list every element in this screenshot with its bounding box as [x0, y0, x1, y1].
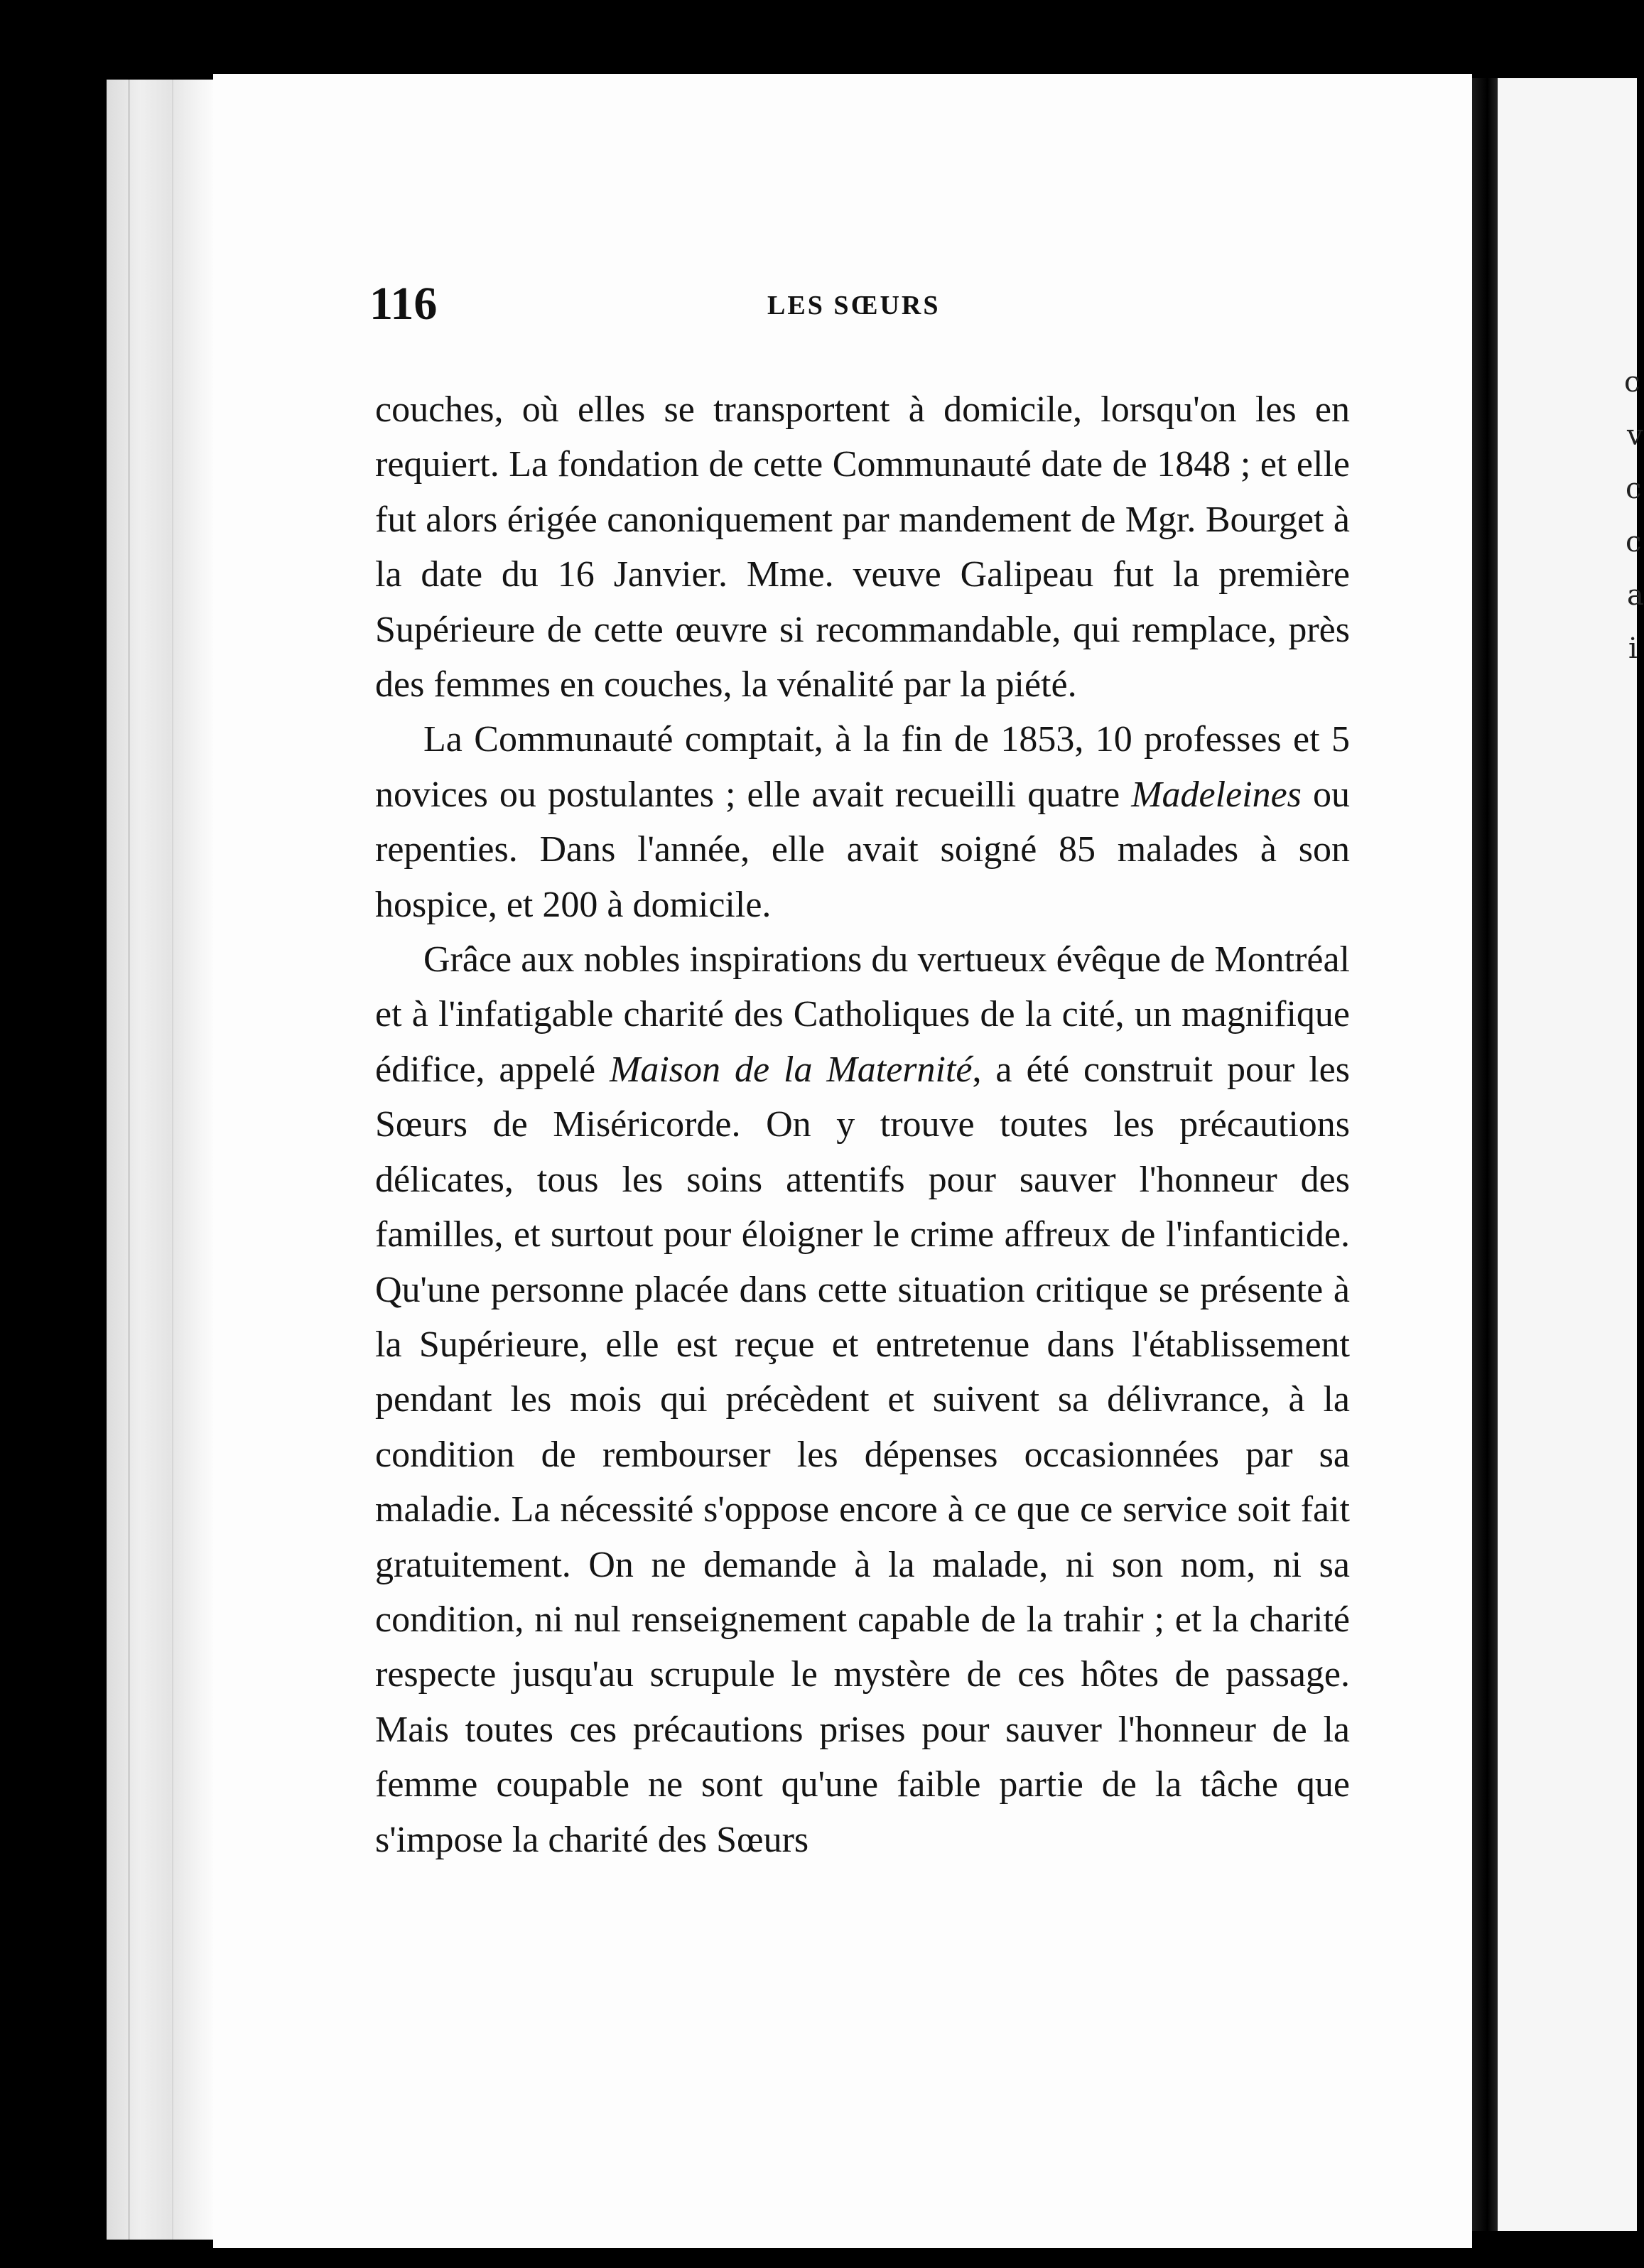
- book-gutter: [1472, 78, 1498, 2231]
- facing-page-letter: c: [1626, 472, 1642, 505]
- facing-page-letter: c: [1624, 366, 1640, 399]
- facing-page-letter: c: [1626, 526, 1642, 558]
- running-head: LES SŒURS: [767, 291, 941, 320]
- page-header: [369, 277, 1364, 334]
- facing-page-letter: i: [1628, 632, 1638, 665]
- body-text: [375, 382, 1350, 1867]
- facing-page-letter: v: [1627, 419, 1643, 452]
- paragraph-2-italic: Madeleines: [1131, 774, 1302, 815]
- facing-page-letter: a: [1627, 579, 1644, 612]
- facing-page-fragment: [1498, 78, 1644, 2231]
- paragraph-2-text-a: La Communauté comptait, à la fin de 1853, 10 professes et 5 novices ou postulantes ; elle avait recueilli quatre: [375, 719, 1350, 815]
- book-page-edges: [107, 80, 220, 2240]
- paragraph-1: couches, où elles se transportent à domicile, lorsqu'on les en requiert. La fondation de cette Communauté date de 1848 ; et elle fut alors érigée canoniquement par mandement de Mgr. Bourget à la date du 16 Janvier. Mme. veuve Galipeau fut la première Supérieure de cette œuvre si recommandable, qui remplace, près des femmes en couches, la vénalité par la piété.: [375, 389, 1350, 706]
- page-number: 116: [369, 278, 438, 330]
- paragraph-2-text-b: ou repenties. Dans l'année, elle avait soigné 85 malades à son hospice, et 200 à domicile.: [375, 774, 1350, 925]
- paragraph-3: [375, 932, 1350, 1867]
- paragraph-3-italic: Maison de la Maternité: [610, 1049, 973, 1090]
- paragraph-2: [375, 712, 1350, 932]
- paragraph-3-text-a: Grâce aux nobles inspirations du vertueux évêque de Montréal et à l'infatigable charité des Catholiques de la cité, un magnifique édifice, appelé: [375, 939, 1350, 1090]
- paragraph-3-text-b: , a été construit pour les Sœurs de Miséricorde. On y trouve toutes les précautions délicates, tous les soins attentifs pour sauver l'honneur des familles, et surtout pour éloigner le crime affreux de l'infanticide. Qu'une personne placée dans cette situation critique se présente à la Supérieure, elle est reçue et entretenue dans l'établissement pendant les mois qui précèdent et suivent sa délivrance, à la condition de rembourser les dépenses occasionnées par sa maladie. La nécessité s'oppose encore à ce que ce service soit fait gratuitement. On ne demande à la malade, ni son nom, ni sa condition, ni nul renseignement capable de la trahir ; et la charité respecte jusqu'au scrupule le mystère de ces hôtes de passage. Mais toutes ces précautions prises pour sauver l'honneur de la femme coupable ne sont qu'une faible partie de la tâche que s'impose la charité des Sœurs: [375, 1049, 1350, 1860]
